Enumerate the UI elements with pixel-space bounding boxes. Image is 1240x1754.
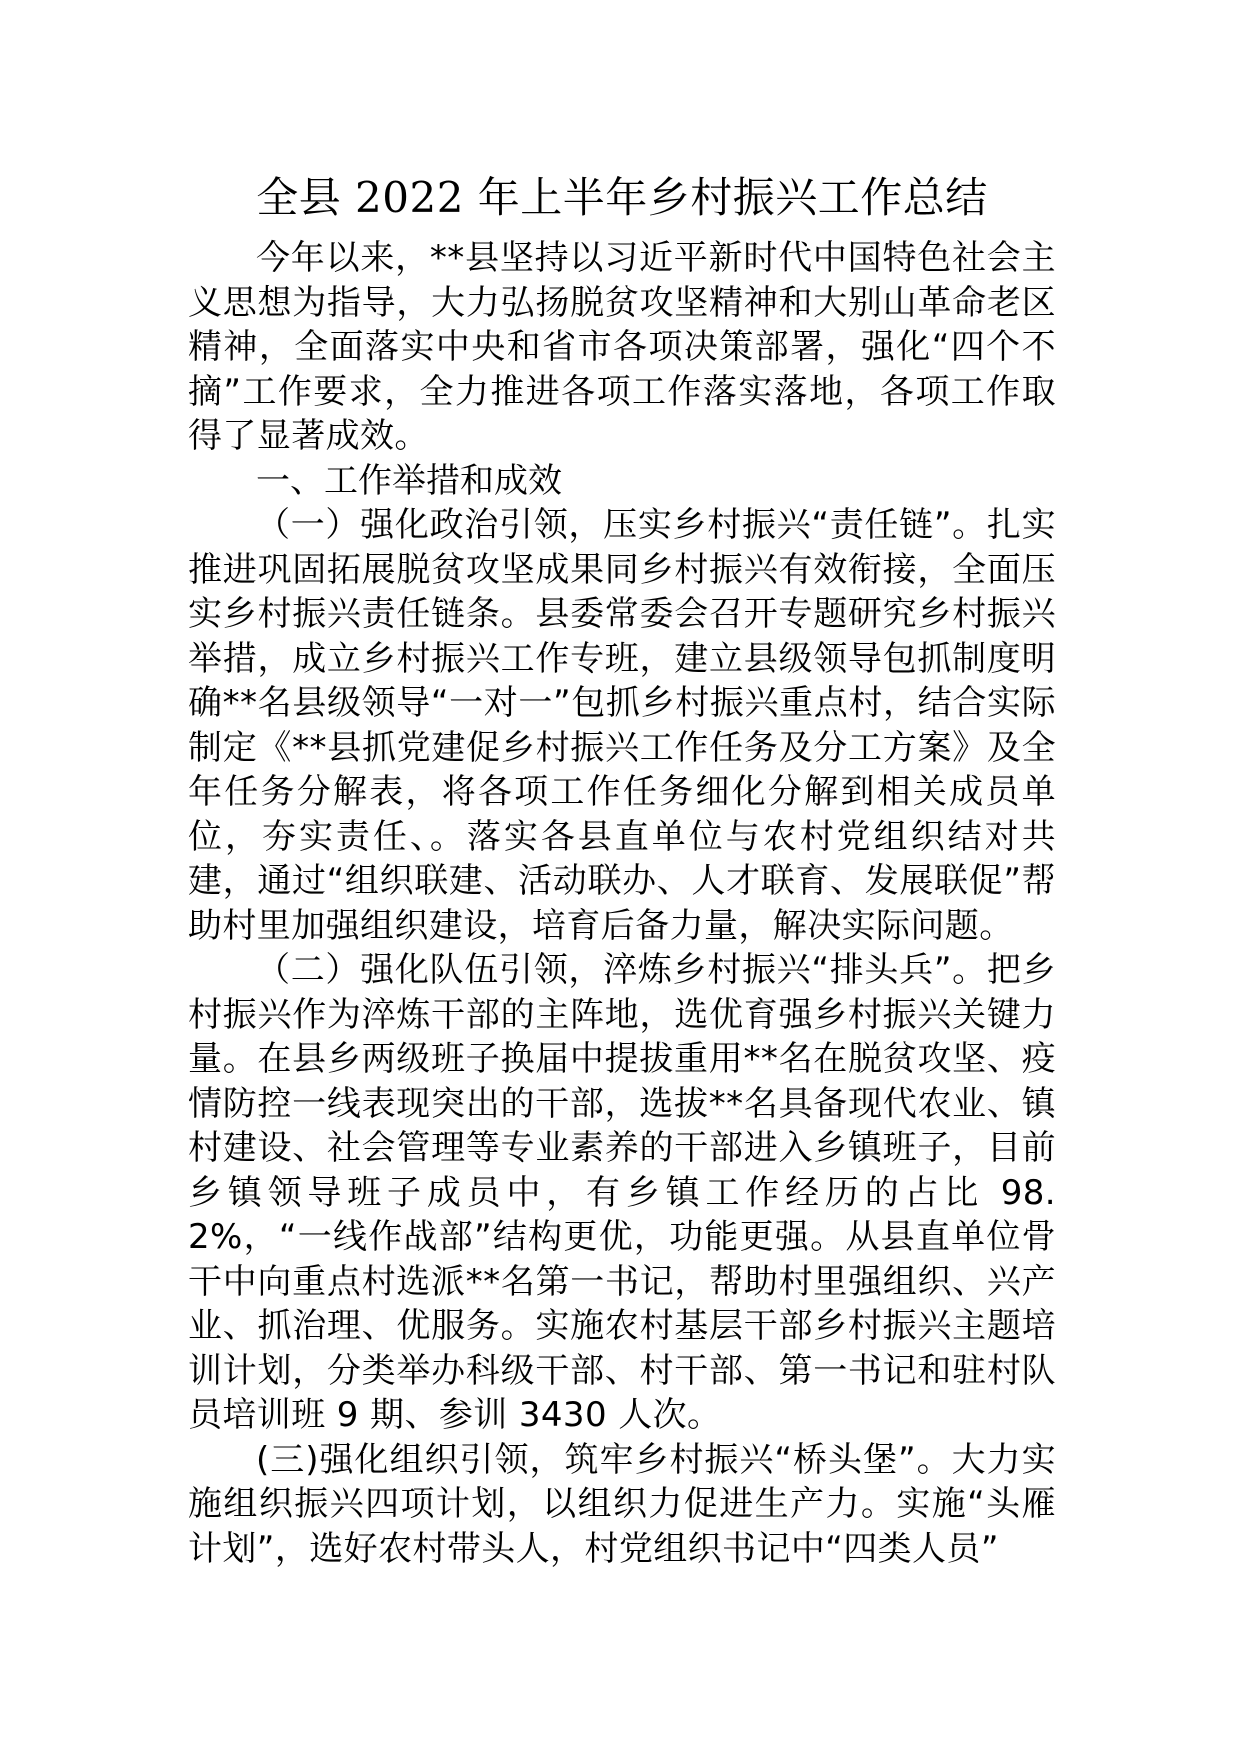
intro-paragraph: 今年以来，**县坚持以习近平新时代中国特色社会主义思想为指导，大力弘扬脱贫攻坚精神和大别山革命老区精神，全面落实中央和省市各项决策部署，强化“四个不摘”工作要求，全力推进各项工作落实落地，各项工作取得了显著成效。 bbox=[188, 238, 1056, 456]
document-page bbox=[188, 166, 1056, 1571]
paragraph-2: （二）强化队伍引领，淬炼乡村振兴“排头兵”。把乡村振兴作为淬炼干部的主阵地，选优育强乡村振兴关键力量。在县乡两级班子换届中提拔重用**名在脱贫攻坚、疫情防控一线表现突出的干部，选拔**名具备现代农业、镇村建设、社会管理等专业素养的干部进入乡镇班子，目前乡镇领导班子成员中，有乡镇工作经历的占比 98.2%，“一线作战部”结构更优，功能更强。从县直单位骨干中向重点村选派**名第一书记，帮助村里强组织、兴产业、抓治理、优服务。实施农村基层干部乡村振兴主题培训计划，分类举办科级干部、村干部、第一书记和驻村队员培训班 9 期、参训 3430 人次。 bbox=[188, 950, 1056, 1435]
document-title: 全县 2022 年上半年乡村振兴工作总结 bbox=[256, 173, 988, 222]
paragraph-3: (三)强化组织引领，筑牢乡村振兴“桥头堡”。大力实施组织振兴四项计划，以组织力促进生产力。实施“头雁计划”，选好农村带头人，村党组织书记中“四类人员” bbox=[188, 1439, 1056, 1569]
section-heading-1: 一、工作举措和成效 bbox=[256, 460, 562, 501]
paragraph-1: （一）强化政治引领，压实乡村振兴“责任链”。扎实推进巩固拓展脱贫攻坚成果同乡村振兴有效衔接，全面压实乡村振兴责任链条。县委常委会召开专题研究乡村振兴举措，成立乡村振兴工作专班，建立县级领导包抓制度明确**名县级领导“一对一”包抓乡村振兴重点村，结合实际制定《**县抓党建促乡村振兴工作任务及分工方案》及全年任务分解表，将各项工作任务细化分解到相关成员单位，夯实责任、。落实各县直单位与农村党组织结对共建，通过“组织联建、活动联办、人才联育、发展联促”帮助村里加强组织建设，培育后备力量，解决实际问题。 bbox=[188, 505, 1056, 946]
